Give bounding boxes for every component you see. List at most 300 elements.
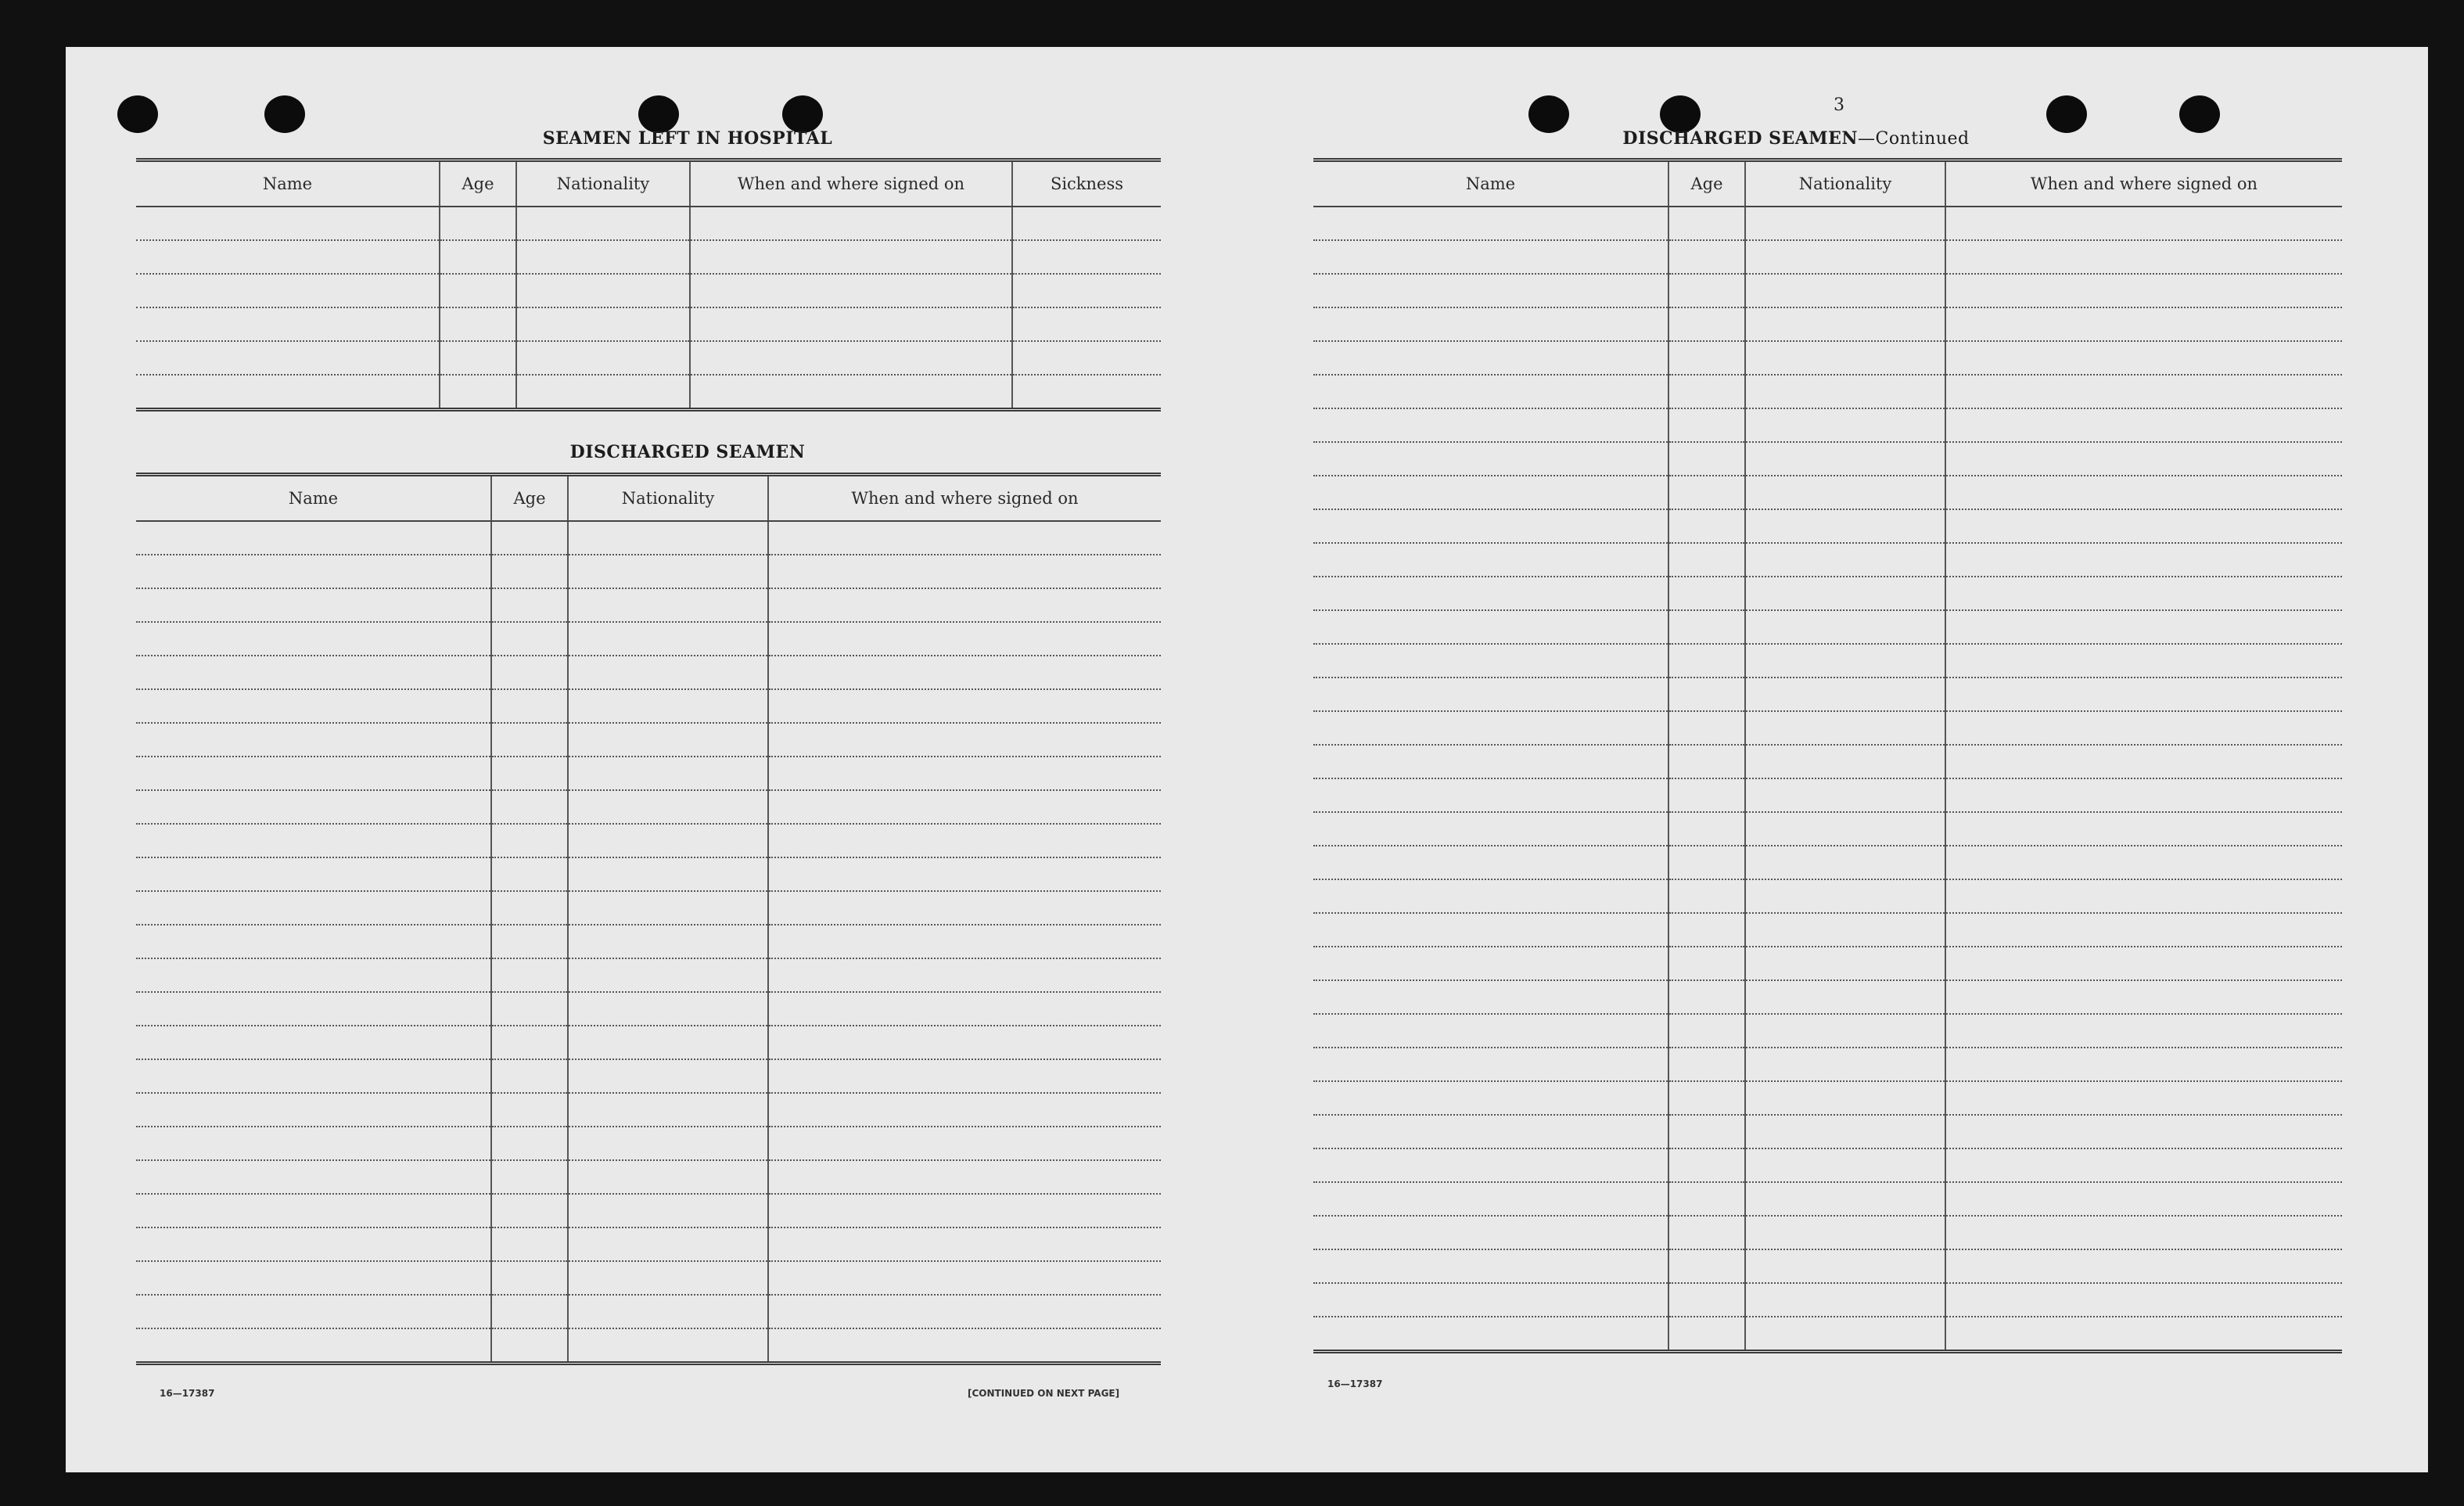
form-number: 16—17387 — [1327, 1378, 1383, 1389]
blank-cell — [491, 555, 568, 588]
table-row — [1313, 240, 2342, 274]
blank-cell — [1313, 1014, 1668, 1048]
table-row — [1313, 812, 2342, 846]
blank-cell — [1313, 509, 1668, 543]
blank-cell — [1313, 274, 1668, 307]
table-row — [1313, 678, 2342, 711]
blank-cell — [568, 1227, 768, 1261]
table-row — [1313, 375, 2342, 408]
blank-cell — [768, 1026, 1161, 1059]
blank-cell — [1313, 745, 1668, 778]
table-row — [136, 240, 1161, 274]
blank-cell — [1313, 711, 1668, 745]
blank-cell — [1745, 1081, 1945, 1115]
blank-cell — [568, 1160, 768, 1194]
blank-cell — [1668, 1014, 1745, 1048]
table-row — [1313, 846, 2342, 879]
blank-cell — [1313, 980, 1668, 1014]
blank-cell — [136, 925, 491, 958]
blank-cell — [568, 588, 768, 622]
blank-cell — [1313, 1216, 1668, 1249]
blank-cell — [568, 1127, 768, 1160]
blank-cell — [491, 521, 568, 555]
column-header-age: Age — [440, 160, 516, 207]
blank-cell — [136, 375, 440, 410]
blank-cell — [1313, 1115, 1668, 1148]
blank-cell — [491, 857, 568, 891]
blank-cell — [491, 1227, 568, 1261]
blank-cell — [491, 757, 568, 790]
blank-cell — [1745, 408, 1945, 442]
column-header-signed-on: When and where signed on — [1945, 160, 2342, 207]
blank-cell — [1745, 274, 1945, 307]
blank-cell — [1012, 307, 1161, 341]
blank-cell — [491, 1093, 568, 1127]
blank-cell — [1945, 1014, 2342, 1048]
table-row — [1313, 274, 2342, 307]
blank-cell — [1313, 678, 1668, 711]
blank-cell — [768, 925, 1161, 958]
blank-cell — [768, 521, 1161, 555]
blank-cell — [516, 240, 690, 274]
blank-cell — [1313, 610, 1668, 644]
blank-cell — [1745, 644, 1945, 678]
blank-cell — [768, 757, 1161, 790]
blank-cell — [1668, 711, 1745, 745]
table-row — [1313, 778, 2342, 812]
blank-cell — [1313, 644, 1668, 678]
blank-cell — [136, 723, 491, 757]
table-row — [1313, 341, 2342, 375]
table-row — [1313, 442, 2342, 476]
blank-cell — [1012, 341, 1161, 375]
blank-cell — [491, 588, 568, 622]
blank-cell — [1745, 980, 1945, 1014]
title-main: DISCHARGED SEAMEN — [1622, 128, 1859, 149]
table-row — [136, 375, 1161, 410]
blank-cell — [1313, 577, 1668, 610]
table-row — [136, 1127, 1161, 1160]
blank-cell — [1945, 1283, 2342, 1317]
column-header-name: Name — [136, 160, 440, 207]
blank-cell — [1745, 745, 1945, 778]
blank-cell — [136, 1328, 491, 1364]
hospital-table-body — [136, 207, 1161, 410]
blank-cell — [1745, 711, 1945, 745]
blank-cell — [768, 1295, 1161, 1328]
blank-cell — [768, 1328, 1161, 1364]
blank-cell — [1945, 408, 2342, 442]
blank-cell — [1945, 1048, 2342, 1081]
blank-cell — [1945, 913, 2342, 947]
blank-cell — [568, 1059, 768, 1093]
table-row — [1313, 1317, 2342, 1352]
blank-cell — [516, 375, 690, 410]
blank-cell — [1668, 1081, 1745, 1115]
blank-cell — [1012, 207, 1161, 240]
blank-cell — [1945, 442, 2342, 476]
table-row — [136, 689, 1161, 723]
table-row — [136, 622, 1161, 656]
column-header-age: Age — [491, 475, 568, 522]
blank-cell — [1945, 1081, 2342, 1115]
blank-cell — [568, 1026, 768, 1059]
blank-cell — [1313, 1148, 1668, 1182]
blank-cell — [440, 207, 516, 240]
blank-cell — [1945, 846, 2342, 879]
blank-cell — [1745, 678, 1945, 711]
section-title-discharged-seamen: DISCHARGED SEAMEN — [569, 442, 806, 462]
blank-cell — [136, 307, 440, 341]
column-header-age: Age — [1668, 160, 1745, 207]
table-row — [1313, 1148, 2342, 1182]
blank-cell — [136, 207, 440, 240]
blank-cell — [1313, 543, 1668, 577]
blank-cell — [768, 1127, 1161, 1160]
blank-cell — [491, 1295, 568, 1328]
table-row — [1313, 1048, 2342, 1081]
blank-cell — [768, 588, 1161, 622]
table-row — [1313, 408, 2342, 442]
table-row — [1313, 879, 2342, 913]
column-header-name: Name — [1313, 160, 1668, 207]
blank-cell — [440, 375, 516, 410]
blank-cell — [1668, 240, 1745, 274]
blank-cell — [568, 723, 768, 757]
column-header-nationality: Nationality — [1745, 160, 1945, 207]
blank-cell — [136, 1295, 491, 1328]
blank-cell — [690, 207, 1012, 240]
column-header-name: Name — [136, 475, 491, 522]
column-header-signed-on: When and where signed on — [690, 160, 1012, 207]
blank-cell — [1668, 1148, 1745, 1182]
blank-cell — [1945, 307, 2342, 341]
table-row — [1313, 577, 2342, 610]
blank-cell — [491, 723, 568, 757]
blank-cell — [1745, 1283, 1945, 1317]
blank-cell — [1745, 577, 1945, 610]
blank-cell — [568, 689, 768, 723]
blank-cell — [1945, 1148, 2342, 1182]
form-number: 16—17387 — [160, 1388, 215, 1399]
blank-cell — [768, 790, 1161, 824]
blank-cell — [1313, 240, 1668, 274]
blank-cell — [1945, 812, 2342, 846]
table-row — [1313, 980, 2342, 1014]
blank-cell — [690, 375, 1012, 410]
blank-cell — [1745, 879, 1945, 913]
table-row — [136, 1328, 1161, 1364]
blank-cell — [768, 555, 1161, 588]
blank-cell — [1313, 307, 1668, 341]
blank-cell — [491, 1194, 568, 1227]
table-row — [136, 757, 1161, 790]
blank-cell — [768, 1194, 1161, 1227]
blank-cell — [768, 622, 1161, 656]
blank-cell — [690, 240, 1012, 274]
blank-cell — [1745, 509, 1945, 543]
blank-cell — [1668, 375, 1745, 408]
blank-cell — [1745, 240, 1945, 274]
blank-cell — [1668, 341, 1745, 375]
blank-cell — [1012, 274, 1161, 307]
blank-cell — [568, 622, 768, 656]
blank-cell — [1668, 1048, 1745, 1081]
blank-cell — [136, 622, 491, 656]
blank-cell — [136, 689, 491, 723]
blank-cell — [1745, 1115, 1945, 1148]
blank-cell — [1668, 476, 1745, 509]
blank-cell — [1745, 207, 1945, 240]
blank-cell — [1313, 1283, 1668, 1317]
blank-cell — [1745, 476, 1945, 509]
table-row — [1313, 1216, 2342, 1249]
blank-cell — [1745, 375, 1945, 408]
blank-cell — [136, 1194, 491, 1227]
blank-cell — [568, 958, 768, 992]
table-row — [136, 891, 1161, 925]
blank-cell — [768, 824, 1161, 857]
blank-cell — [1745, 610, 1945, 644]
table-row — [1313, 745, 2342, 778]
table-row — [1313, 947, 2342, 980]
table-row — [136, 925, 1161, 958]
blank-cell — [1945, 509, 2342, 543]
blank-cell — [1945, 678, 2342, 711]
blank-cell — [1668, 408, 1745, 442]
blank-cell — [568, 857, 768, 891]
blank-cell — [136, 992, 491, 1026]
blank-cell — [1945, 240, 2342, 274]
blank-cell — [1313, 341, 1668, 375]
blank-cell — [1313, 1317, 1668, 1352]
blank-cell — [1945, 711, 2342, 745]
table-row — [1313, 610, 2342, 644]
blank-cell — [568, 992, 768, 1026]
blank-cell — [1313, 947, 1668, 980]
blank-cell — [1668, 1216, 1745, 1249]
blank-cell — [1945, 1249, 2342, 1283]
blank-cell — [136, 588, 491, 622]
table-row — [136, 723, 1161, 757]
column-header-nationality: Nationality — [568, 475, 768, 522]
table-row — [136, 1093, 1161, 1127]
blank-cell — [516, 307, 690, 341]
blank-cell — [768, 958, 1161, 992]
blank-cell — [1945, 980, 2342, 1014]
blank-cell — [690, 341, 1012, 375]
blank-cell — [491, 790, 568, 824]
blank-cell — [136, 1227, 491, 1261]
blank-cell — [136, 341, 440, 375]
blank-cell — [440, 274, 516, 307]
blank-cell — [568, 1261, 768, 1295]
blank-cell — [1945, 644, 2342, 678]
blank-cell — [516, 274, 690, 307]
blank-cell — [1745, 913, 1945, 947]
blank-cell — [568, 656, 768, 689]
blank-cell — [1945, 476, 2342, 509]
blank-cell — [768, 1261, 1161, 1295]
continued-on-next-page-note: [CONTINUED ON NEXT PAGE] — [968, 1388, 1120, 1399]
blank-cell — [1668, 577, 1745, 610]
blank-cell — [1945, 1115, 2342, 1148]
blank-cell — [1668, 1283, 1745, 1317]
blank-cell — [1668, 610, 1745, 644]
blank-cell — [1668, 778, 1745, 812]
blank-cell — [568, 757, 768, 790]
blank-cell — [568, 1093, 768, 1127]
blank-cell — [1313, 778, 1668, 812]
blank-cell — [136, 240, 440, 274]
blank-cell — [568, 824, 768, 857]
blank-cell — [491, 1059, 568, 1093]
blank-cell — [1313, 913, 1668, 947]
blank-cell — [768, 1059, 1161, 1093]
blank-cell — [1945, 1317, 2342, 1352]
blank-cell — [568, 790, 768, 824]
table-row — [1313, 1115, 2342, 1148]
blank-cell — [1668, 307, 1745, 341]
blank-cell — [568, 1328, 768, 1364]
blank-cell — [491, 1160, 568, 1194]
blank-cell — [136, 1059, 491, 1093]
blank-cell — [1945, 947, 2342, 980]
table-row — [1313, 913, 2342, 947]
blank-cell — [1668, 879, 1745, 913]
blank-cell — [1945, 341, 2342, 375]
title-suffix: —Continued — [1858, 129, 1970, 149]
column-header-signed-on: When and where signed on — [768, 475, 1161, 522]
blank-cell — [1313, 1081, 1668, 1115]
blank-cell — [1668, 274, 1745, 307]
blank-cell — [136, 1160, 491, 1194]
blank-cell — [1745, 1182, 1945, 1216]
blank-cell — [1668, 509, 1745, 543]
blank-cell — [136, 958, 491, 992]
blank-cell — [491, 1328, 568, 1364]
blank-cell — [768, 1093, 1161, 1127]
discharged-table-body — [136, 521, 1161, 1364]
table-row — [136, 207, 1161, 240]
table-row — [136, 521, 1161, 555]
table-row — [1313, 207, 2342, 240]
blank-cell — [516, 207, 690, 240]
blank-cell — [1668, 1249, 1745, 1283]
table-row — [1313, 1182, 2342, 1216]
blank-cell — [1745, 1148, 1945, 1182]
blank-cell — [1668, 207, 1745, 240]
blank-cell — [1313, 408, 1668, 442]
blank-cell — [1668, 846, 1745, 879]
blank-cell — [768, 992, 1161, 1026]
table-row — [136, 588, 1161, 622]
blank-cell — [1745, 812, 1945, 846]
blank-cell — [136, 891, 491, 925]
blank-cell — [768, 1227, 1161, 1261]
table-row — [1313, 543, 2342, 577]
blank-cell — [1745, 1014, 1945, 1048]
document-sheet — [66, 47, 2428, 1472]
blank-cell — [136, 521, 491, 555]
page-number: 3 — [1834, 95, 1844, 115]
blank-cell — [491, 824, 568, 857]
right-page — [1313, 47, 2424, 1472]
blank-cell — [568, 1194, 768, 1227]
blank-cell — [1668, 1317, 1745, 1352]
blank-cell — [1313, 375, 1668, 408]
table-row — [136, 1227, 1161, 1261]
table-row — [136, 857, 1161, 891]
blank-cell — [136, 555, 491, 588]
blank-cell — [491, 1127, 568, 1160]
blank-cell — [1668, 980, 1745, 1014]
blank-cell — [136, 274, 440, 307]
blank-cell — [491, 925, 568, 958]
blank-cell — [1313, 476, 1668, 509]
blank-cell — [136, 656, 491, 689]
blank-cell — [1012, 375, 1161, 410]
table-row — [136, 790, 1161, 824]
blank-cell — [1745, 947, 1945, 980]
table-row — [136, 1160, 1161, 1194]
blank-cell — [1945, 778, 2342, 812]
blank-cell — [491, 622, 568, 656]
table-row — [136, 1194, 1161, 1227]
column-header-sickness: Sickness — [1012, 160, 1161, 207]
blank-cell — [1945, 274, 2342, 307]
blank-cell — [768, 891, 1161, 925]
blank-cell — [1745, 1249, 1945, 1283]
table-row — [1313, 1081, 2342, 1115]
blank-cell — [491, 891, 568, 925]
blank-cell — [136, 1127, 491, 1160]
blank-cell — [1668, 745, 1745, 778]
blank-cell — [1313, 1249, 1668, 1283]
table-row — [136, 274, 1161, 307]
blank-cell — [491, 992, 568, 1026]
blank-cell — [1745, 1048, 1945, 1081]
table-row — [1313, 711, 2342, 745]
blank-cell — [1945, 1216, 2342, 1249]
table-row — [1313, 1014, 2342, 1048]
blank-cell — [568, 891, 768, 925]
table-row — [136, 958, 1161, 992]
blank-cell — [1945, 375, 2342, 408]
blank-cell — [568, 925, 768, 958]
table-row — [136, 1261, 1161, 1295]
blank-cell — [1668, 644, 1745, 678]
blank-cell — [568, 521, 768, 555]
table-row — [1313, 509, 2342, 543]
blank-cell — [136, 824, 491, 857]
blank-cell — [1745, 307, 1945, 341]
blank-cell — [1945, 577, 2342, 610]
blank-cell — [440, 240, 516, 274]
blank-cell — [568, 555, 768, 588]
blank-cell — [516, 341, 690, 375]
table-row — [1313, 476, 2342, 509]
blank-cell — [136, 1261, 491, 1295]
table-row — [136, 992, 1161, 1026]
blank-cell — [1945, 1182, 2342, 1216]
blank-cell — [1668, 442, 1745, 476]
table-row — [136, 341, 1161, 375]
blank-cell — [690, 274, 1012, 307]
blank-cell — [568, 1295, 768, 1328]
section-title-seamen-left-in-hospital: SEAMEN LEFT IN HOSPITAL — [542, 128, 833, 149]
blank-cell — [1945, 207, 2342, 240]
